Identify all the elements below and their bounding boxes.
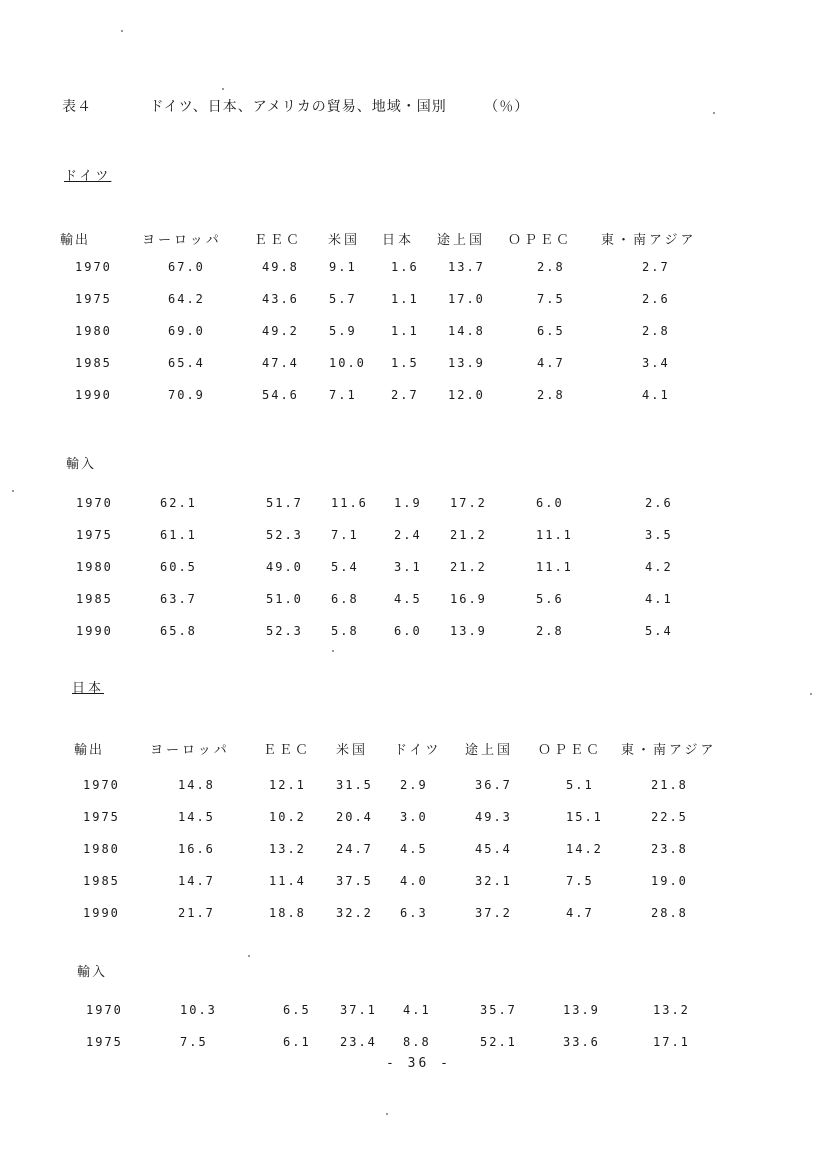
table-cell: 1.1	[391, 292, 419, 306]
table-cell: 63.7	[160, 592, 197, 606]
table-cell: 1.1	[391, 324, 419, 338]
table-cell: 5.1	[566, 778, 594, 792]
table-cell: 7.1	[331, 528, 359, 542]
page-number: - 36 -	[386, 1056, 451, 1071]
table-cell: 70.9	[168, 388, 205, 402]
table-cell: 2.8	[537, 260, 565, 274]
table-cell: 5.4	[645, 624, 673, 638]
table-cell: 11.1	[536, 560, 573, 574]
table-cell: 11.1	[536, 528, 573, 542]
table-cell: 3.1	[394, 560, 422, 574]
column-header: ＯＰＥＣ	[508, 233, 573, 248]
scan-speck	[332, 650, 334, 652]
table-cell: 64.2	[168, 292, 205, 306]
table-row	[0, 260, 827, 280]
table-row	[0, 528, 827, 548]
table-cell: 7.5	[566, 874, 594, 888]
row-year: 1985	[76, 592, 113, 606]
table-caption: ドイツ、日本、アメリカの貿易、地域・国別	[149, 99, 447, 115]
table-cell: 17.0	[448, 292, 485, 306]
table-cell: 6.8	[331, 592, 359, 606]
row-year: 1985	[83, 874, 120, 888]
table-cell: 4.1	[642, 388, 670, 402]
table-cell: 2.7	[642, 260, 670, 274]
table-cell: 14.8	[448, 324, 485, 338]
row-year: 1970	[86, 1003, 123, 1017]
table-cell: 24.7	[336, 842, 373, 856]
section-heading-japan: 日本	[72, 681, 105, 696]
row-year: 1970	[83, 778, 120, 792]
table-cell: 6.5	[537, 324, 565, 338]
column-header: ヨーロッパ	[142, 233, 222, 248]
table-cell: 54.6	[262, 388, 299, 402]
table-cell: 4.7	[566, 906, 594, 920]
table-cell: 49.2	[262, 324, 299, 338]
table-cell: 28.8	[651, 906, 688, 920]
column-header: 東・南アジア	[601, 233, 697, 248]
table-cell: 9.1	[329, 260, 357, 274]
table-cell: 13.7	[448, 260, 485, 274]
table-cell: 4.1	[403, 1003, 431, 1017]
table-cell: 67.0	[168, 260, 205, 274]
table-cell: 10.2	[269, 810, 306, 824]
table-cell: 10.3	[180, 1003, 217, 1017]
table-cell: 51.7	[266, 496, 303, 510]
table-row	[0, 874, 827, 894]
table-cell: 3.0	[400, 810, 428, 824]
row-year: 1970	[75, 260, 112, 274]
table-cell: 4.5	[400, 842, 428, 856]
table-header-row	[0, 961, 827, 981]
row-year: 1985	[75, 356, 112, 370]
table-cell: 2.4	[394, 528, 422, 542]
table-cell: 7.1	[329, 388, 357, 402]
table-cell: 17.2	[450, 496, 487, 510]
table-cell: 21.2	[450, 528, 487, 542]
table-cell: 5.7	[329, 292, 357, 306]
table-cell: 61.1	[160, 528, 197, 542]
table-cell: 62.1	[160, 496, 197, 510]
table-row	[0, 356, 827, 376]
table-cell: 12.1	[269, 778, 306, 792]
table-cell: 13.2	[653, 1003, 690, 1017]
column-header: 途上国	[437, 233, 486, 248]
scan-speck	[713, 112, 715, 114]
scan-speck	[12, 490, 14, 492]
table-cell: 15.1	[566, 810, 603, 824]
row-year: 1975	[76, 528, 113, 542]
table-cell: 45.4	[475, 842, 512, 856]
table-unit: （％）	[484, 99, 530, 115]
table-cell: 33.6	[563, 1035, 600, 1049]
table-cell: 23.4	[340, 1035, 377, 1049]
table-cell: 4.7	[537, 356, 565, 370]
row-year: 1990	[75, 388, 112, 402]
table-row	[0, 388, 827, 408]
table-cell: 13.2	[269, 842, 306, 856]
table-cell: 2.8	[536, 624, 564, 638]
table-row	[0, 842, 827, 862]
scan-speck	[386, 1113, 388, 1115]
table-cell: 51.0	[266, 592, 303, 606]
table-cell: 5.4	[331, 560, 359, 574]
table-cell: 49.3	[475, 810, 512, 824]
table-cell: 49.8	[262, 260, 299, 274]
table-cell: 1.9	[394, 496, 422, 510]
table-row	[0, 324, 827, 344]
column-header: ＯＰＥＣ	[538, 743, 603, 758]
table-row	[0, 560, 827, 580]
table-cell: 23.8	[651, 842, 688, 856]
table-cell: 31.5	[336, 778, 373, 792]
table-row	[0, 810, 827, 830]
table-cell: 17.1	[653, 1035, 690, 1049]
table-row	[0, 1003, 827, 1023]
table-cell: 6.0	[536, 496, 564, 510]
table-cell: 13.9	[448, 356, 485, 370]
row-year: 1975	[75, 292, 112, 306]
table-cell: 65.8	[160, 624, 197, 638]
table-label: 輸出	[74, 743, 105, 758]
table-row	[0, 1035, 827, 1055]
table-cell: 6.3	[400, 906, 428, 920]
table-number: 表４	[62, 99, 92, 115]
table-cell: 14.8	[178, 778, 215, 792]
table-cell: 60.5	[160, 560, 197, 574]
table-row	[0, 624, 827, 644]
table-header-row	[0, 453, 827, 473]
table-cell: 1.5	[391, 356, 419, 370]
table-cell: 2.8	[537, 388, 565, 402]
table-cell: 52.1	[480, 1035, 517, 1049]
row-year: 1980	[83, 842, 120, 856]
table-cell: 21.2	[450, 560, 487, 574]
scan-speck	[248, 955, 250, 957]
table-cell: 16.6	[178, 842, 215, 856]
row-year: 1980	[75, 324, 112, 338]
table-cell: 13.9	[563, 1003, 600, 1017]
column-header: ＥＥＣ	[254, 233, 303, 248]
table-label: 輸出	[60, 233, 91, 248]
table-cell: 4.5	[394, 592, 422, 606]
table-cell: 6.5	[283, 1003, 311, 1017]
table-cell: 20.4	[336, 810, 373, 824]
table-row	[0, 906, 827, 926]
table-cell: 6.1	[283, 1035, 311, 1049]
table-cell: 14.2	[566, 842, 603, 856]
table-cell: 49.0	[266, 560, 303, 574]
table-cell: 4.0	[400, 874, 428, 888]
table-cell: 5.8	[331, 624, 359, 638]
table-label: 輸入	[66, 457, 97, 472]
scan-speck	[222, 88, 224, 90]
table-cell: 7.5	[537, 292, 565, 306]
table-row	[0, 292, 827, 312]
table-cell: 14.5	[178, 810, 215, 824]
table-cell: 36.7	[475, 778, 512, 792]
row-year: 1975	[86, 1035, 123, 1049]
table-cell: 3.5	[645, 528, 673, 542]
table-cell: 16.9	[450, 592, 487, 606]
column-header: ヨーロッパ	[150, 743, 230, 758]
table-cell: 21.7	[178, 906, 215, 920]
table-cell: 3.4	[642, 356, 670, 370]
table-row	[0, 496, 827, 516]
table-cell: 35.7	[480, 1003, 517, 1017]
section-heading-germany: ドイツ	[64, 169, 112, 184]
table-cell: 37.5	[336, 874, 373, 888]
column-header: 日本	[382, 233, 415, 248]
table-header-row	[0, 739, 827, 759]
table-cell: 37.1	[340, 1003, 377, 1017]
table-cell: 43.6	[262, 292, 299, 306]
table-cell: 12.0	[448, 388, 485, 402]
table-cell: 5.9	[329, 324, 357, 338]
table-cell: 7.5	[180, 1035, 208, 1049]
table-cell: 18.8	[269, 906, 306, 920]
table-cell: 47.4	[262, 356, 299, 370]
table-cell: 8.8	[403, 1035, 431, 1049]
table-cell: 6.0	[394, 624, 422, 638]
table-cell: 69.0	[168, 324, 205, 338]
column-header: 途上国	[465, 743, 514, 758]
table-cell: 37.2	[475, 906, 512, 920]
table-row	[0, 592, 827, 612]
table-cell: 65.4	[168, 356, 205, 370]
table-cell: 10.0	[329, 356, 366, 370]
row-year: 1975	[83, 810, 120, 824]
column-header: 米国	[328, 233, 361, 248]
column-header: ＥＥＣ	[263, 743, 312, 758]
table-cell: 2.7	[391, 388, 419, 402]
table-label: 輸入	[77, 965, 108, 980]
table-cell: 5.6	[536, 592, 564, 606]
row-year: 1970	[76, 496, 113, 510]
table-cell: 32.2	[336, 906, 373, 920]
scan-speck	[810, 693, 812, 695]
table-title	[62, 96, 529, 116]
table-cell: 2.6	[645, 496, 673, 510]
column-header: ドイツ	[394, 743, 442, 758]
table-cell: 13.9	[450, 624, 487, 638]
row-year: 1990	[83, 906, 120, 920]
table-cell: 22.5	[651, 810, 688, 824]
scan-speck	[121, 30, 123, 32]
table-cell: 2.8	[642, 324, 670, 338]
table-cell: 19.0	[651, 874, 688, 888]
table-cell: 4.2	[645, 560, 673, 574]
row-year: 1980	[76, 560, 113, 574]
table-cell: 21.8	[651, 778, 688, 792]
table-cell: 2.9	[400, 778, 428, 792]
table-cell: 52.3	[266, 624, 303, 638]
table-cell: 4.1	[645, 592, 673, 606]
table-row	[0, 778, 827, 798]
column-header: 東・南アジア	[621, 743, 717, 758]
table-cell: 32.1	[475, 874, 512, 888]
column-header: 米国	[336, 743, 369, 758]
table-cell: 1.6	[391, 260, 419, 274]
row-year: 1990	[76, 624, 113, 638]
table-cell: 11.6	[331, 496, 368, 510]
table-cell: 2.6	[642, 292, 670, 306]
table-cell: 14.7	[178, 874, 215, 888]
table-header-row	[0, 229, 827, 249]
table-cell: 11.4	[269, 874, 306, 888]
table-cell: 52.3	[266, 528, 303, 542]
